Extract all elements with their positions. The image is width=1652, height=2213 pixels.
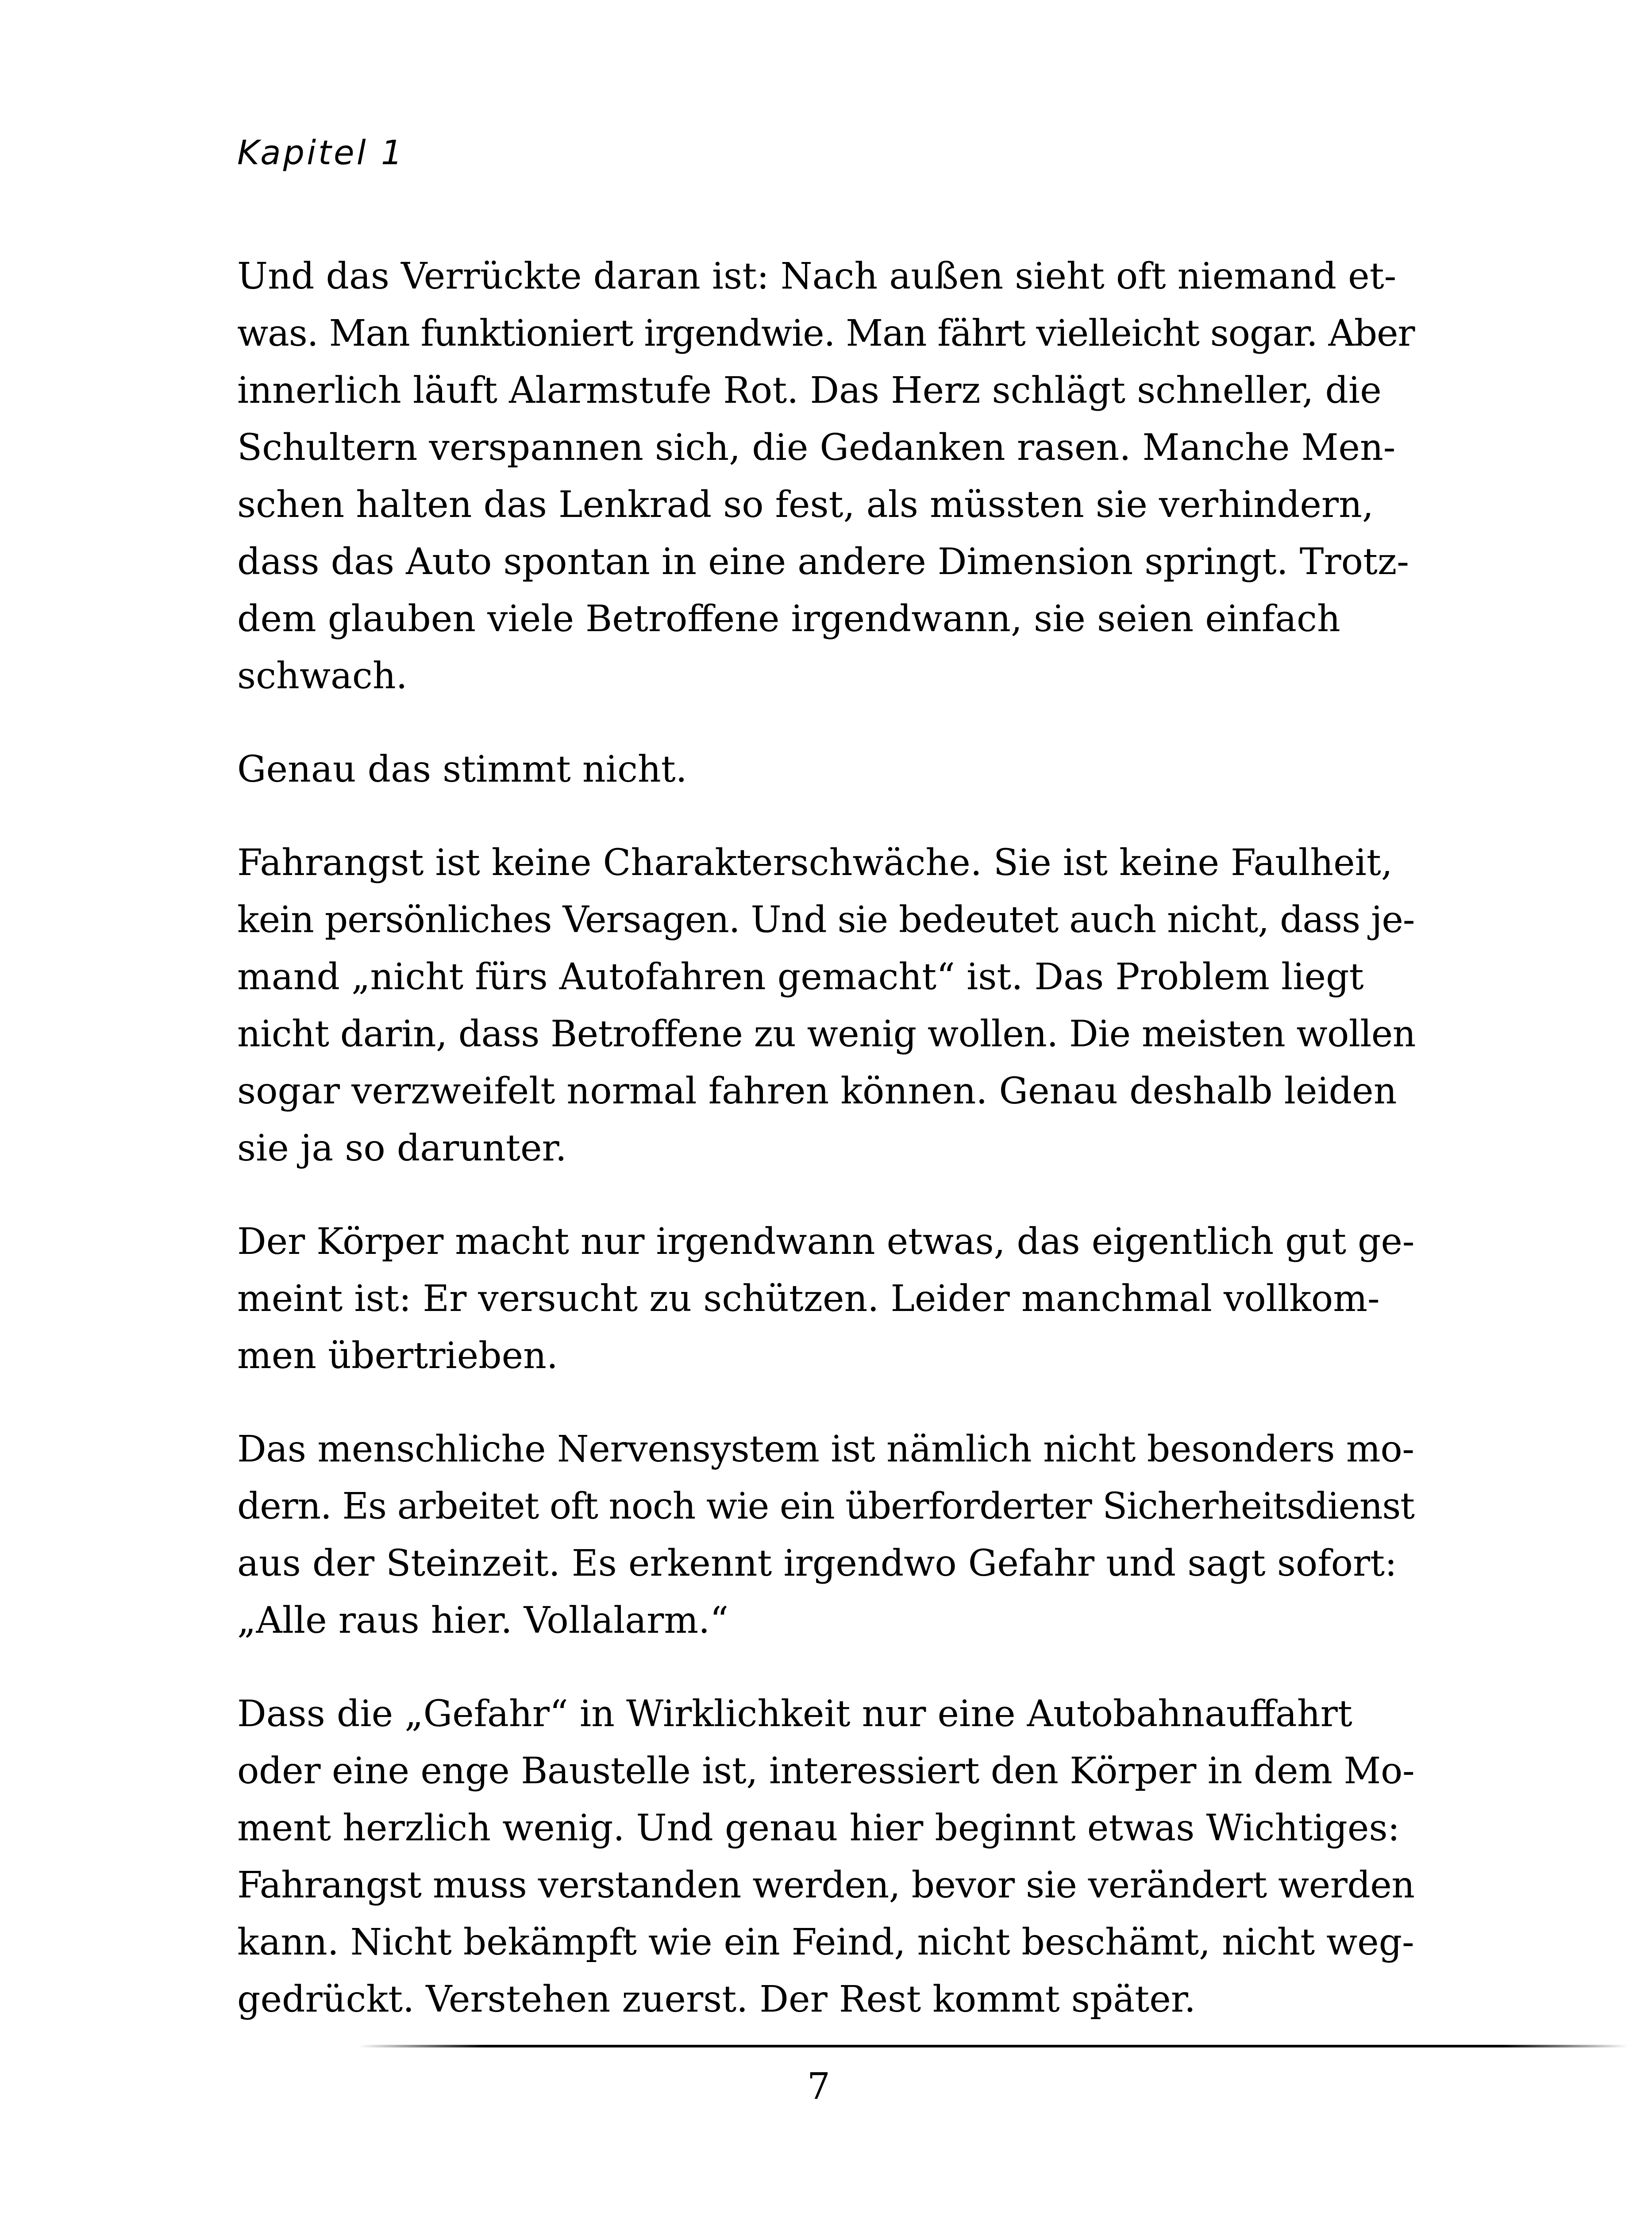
text-line: dem glauben viele Betroffene irgendwann, sie seien einfach bbox=[237, 598, 1340, 640]
text-line: nicht darin, dass Betroffene zu wenig wollen. Die meisten wollen bbox=[237, 1013, 1416, 1055]
text-line: aus der Steinzeit. Es erkennt irgendwo Gefahr und sagt sofort: bbox=[237, 1542, 1397, 1585]
text-line: Genau das stimmt nicht. bbox=[237, 748, 687, 790]
text-line: kein persönliches Versagen. Und sie bedeutet auch nicht, dass je- bbox=[237, 899, 1415, 941]
text-line: was. Man funktioniert irgendwie. Man fährt vielleicht sogar. Aber bbox=[237, 312, 1415, 355]
body-text bbox=[237, 248, 1414, 2064]
text-line: dass das Auto spontan in eine andere Dimension springt. Trotz- bbox=[237, 541, 1409, 583]
text-line: gedrückt. Verstehen zuerst. Der Rest kommt später. bbox=[237, 1978, 1196, 2020]
text-line: Fahrangst ist keine Charakterschwäche. Sie ist keine Faulheit, bbox=[237, 842, 1393, 884]
text-line: Das menschliche Nervensystem ist nämlich nicht besonders mo- bbox=[237, 1428, 1414, 1470]
text-line: innerlich läuft Alarmstufe Rot. Das Herz schlägt schneller, die bbox=[237, 370, 1382, 412]
text-line: Und das Verrückte daran ist: Nach außen sieht oft niemand et- bbox=[237, 255, 1397, 297]
paragraph bbox=[237, 1685, 1414, 2028]
text-line: sogar verzweifelt normal fahren können. Genau deshalb leiden bbox=[237, 1070, 1397, 1112]
text-line: Schultern verspannen sich, die Gedanken rasen. Manche Men- bbox=[237, 427, 1396, 469]
text-line: oder eine enge Baustelle ist, interessiert den Körper in dem Mo- bbox=[237, 1750, 1415, 1792]
text-line: ment herzlich wenig. Und genau hier beginnt etwas Wichtiges: bbox=[237, 1807, 1400, 1849]
text-line: mand „nicht fürs Autofahren gemacht“ ist. Das Problem liegt bbox=[237, 956, 1364, 998]
text-line: kann. Nicht bekämpft wie ein Feind, nicht beschämt, nicht weg- bbox=[237, 1921, 1414, 1963]
text-line: sie ja so darunter. bbox=[237, 1127, 567, 1169]
text-line: men übertrieben. bbox=[237, 1335, 558, 1377]
text-line: Dass die „Gefahr“ in Wirklichkeit nur eine Autobahnauffahrt bbox=[237, 1693, 1352, 1735]
page-number: 7 bbox=[807, 2066, 831, 2108]
paragraph bbox=[237, 1421, 1414, 1649]
paragraph bbox=[237, 741, 1414, 798]
text-line: schwach. bbox=[237, 655, 408, 697]
paragraph bbox=[237, 248, 1414, 705]
text-line: meint ist: Er versucht zu schützen. Leider manchmal vollkom- bbox=[237, 1278, 1380, 1320]
text-line: „Alle raus hier. Vollalarm.“ bbox=[237, 1600, 729, 1642]
paragraph bbox=[237, 1213, 1414, 1384]
text-line: dern. Es arbeitet oft noch wie ein überforderter Sicherheitsdienst bbox=[237, 1485, 1414, 1527]
text-line: Der Körper macht nur irgendwann etwas, das eigentlich gut ge- bbox=[237, 1221, 1415, 1263]
paragraph bbox=[237, 834, 1414, 1177]
footer-rule bbox=[358, 2045, 1629, 2047]
text-line: schen halten das Lenkrad so fest, als müssten sie verhindern, bbox=[237, 484, 1374, 526]
text-line: Fahrangst muss verstanden werden, bevor sie verändert werden bbox=[237, 1864, 1415, 1906]
chapter-heading: Kapitel 1 bbox=[237, 133, 405, 172]
